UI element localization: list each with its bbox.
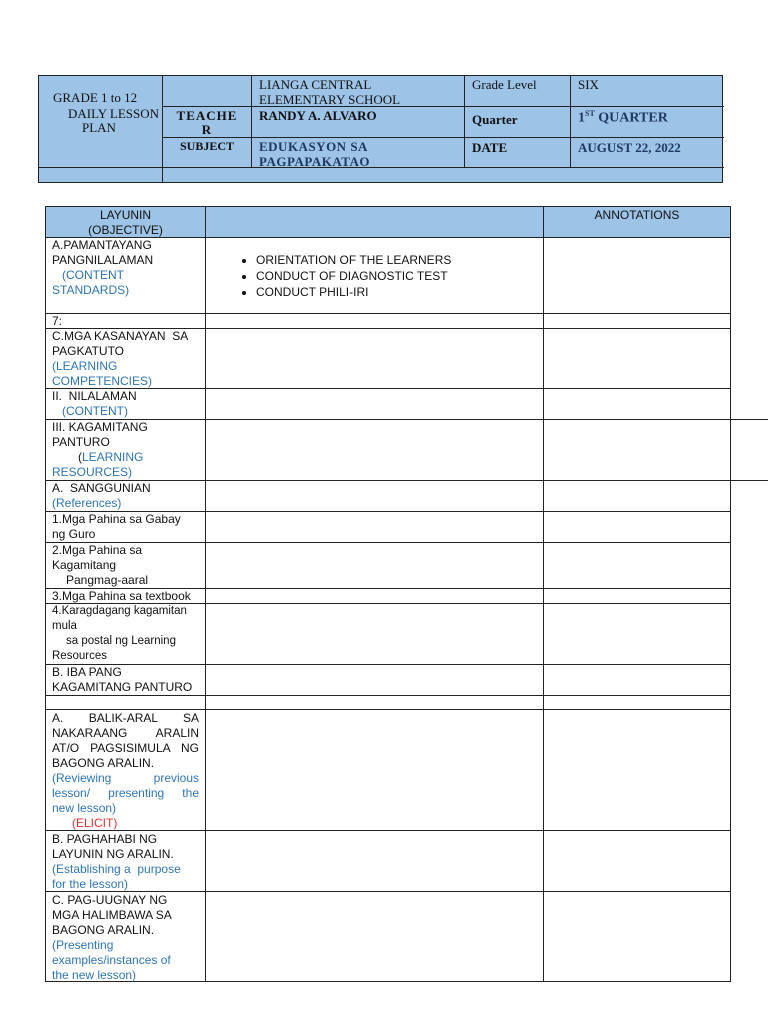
pangmag-aaral-line1: 2.Mga Pahina sa: [52, 543, 143, 557]
kagamitang-content: [206, 420, 544, 480]
competencies-blue2: COMPETENCIES): [52, 374, 153, 388]
date-label-cell: [465, 138, 571, 168]
grade-level-label-text: Grade Level: [472, 77, 537, 92]
subject-line1: EDUKASYON SA: [259, 139, 368, 154]
kagamitang-blue2: RESOURCES): [52, 465, 133, 479]
pangmag-aaral-annotation: [544, 543, 730, 588]
gabay-content: [206, 512, 544, 542]
table-row-sanggunian: [46, 481, 730, 512]
karagdagang-line3: sa postal ng Learning: [66, 635, 176, 647]
table-row-balik-aral: [46, 710, 730, 831]
school-name-cell: [252, 76, 465, 107]
header-block: [38, 75, 723, 183]
balik-aral-elicit: (ELICIT): [72, 816, 118, 830]
dlp-title-line1: GRADE 1 to 12: [53, 90, 138, 105]
teacher-label-line2: R: [201, 122, 213, 137]
karagdagang-annotation: [544, 604, 730, 664]
pangmag-aaral-content: [206, 543, 544, 588]
nilalaman-label: [46, 389, 206, 419]
row-7-text: 7:: [52, 314, 63, 328]
table-row-textbook: [46, 589, 730, 604]
karagdagang-line1: 4.Karagdagang kagamitan: [52, 605, 187, 617]
pag-uugnay-line3: BAGONG ARALIN.: [52, 923, 155, 937]
pag-uugnay-line2: MGA HALIMBAWA SA: [52, 908, 172, 922]
teacher-label-cell: [163, 107, 252, 138]
textbook-text: 3.Mga Pahina sa textbook: [52, 589, 191, 603]
quarter-superscript: ST: [585, 109, 595, 118]
school-name-line1: LIANGA CENTRAL: [259, 77, 372, 92]
dlp-title-cell: [39, 76, 163, 168]
karagdagang-content: [206, 604, 544, 664]
textbook-annotation: [544, 589, 730, 603]
textbook-content: [206, 589, 544, 603]
balik-aral-label: [46, 710, 206, 830]
table-row-nilalaman: [46, 389, 730, 420]
kagamitang-blue-line1: [52, 450, 199, 465]
kagamitang-annotation: [544, 420, 730, 480]
kagamitang-label: [46, 420, 206, 480]
content-standards-annotation: [544, 238, 730, 313]
pangmag-aaral-label: [46, 543, 206, 588]
table-row-iba-pang: [46, 665, 730, 696]
sanggunian-blue1: (References): [52, 496, 122, 510]
pangmag-aaral-line2: Kagamitang: [52, 558, 117, 572]
sanggunian-label: [46, 481, 206, 511]
grade-level-value: [571, 76, 724, 107]
content-standards-content: [206, 238, 544, 313]
balik-aral-line2: NAKARAANG ARALIN: [52, 726, 199, 740]
grade-level-value-text: SIX: [578, 77, 599, 92]
paghahabi-line1: B. PAGHAHABI NG: [52, 832, 158, 846]
pag-uugnay-content: [206, 892, 544, 982]
annotations-header: [544, 207, 730, 237]
teacher-name-cell: [252, 107, 465, 138]
grade-level-label: [465, 76, 571, 107]
table-row-content-standards: [46, 238, 730, 314]
pag-uugnay-blue1: (Presenting: [52, 938, 114, 952]
paghahabi-blue2: for the lesson): [52, 877, 129, 891]
paghahabi-annotation: [544, 831, 730, 891]
stray-border-line: [731, 419, 768, 420]
sanggunian-annotation: [544, 481, 730, 511]
subject-value-cell: [252, 138, 465, 168]
table-row-competencies: [46, 329, 730, 389]
balik-aral-blue1: (Reviewing previous: [52, 771, 199, 785]
gabay-label: [46, 512, 206, 542]
pangmag-aaral-line3: Pangmag-aaral: [66, 573, 149, 587]
list-item: • CONDUCT PHILI-IRI: [256, 284, 543, 300]
competencies-annotation: [544, 329, 730, 388]
balik-aral-annotation: [544, 710, 730, 830]
school-name-line2: ELEMENTARY SCHOOL: [259, 92, 401, 107]
list-item: • ORIENTATION OF THE LEARNERS: [256, 252, 543, 268]
sanggunian-line1: A. SANGGUNIAN: [52, 481, 151, 495]
iba-pang-content: [206, 665, 544, 695]
competencies-blue1: (LEARNING: [52, 359, 118, 373]
nilalaman-content: [206, 389, 544, 419]
competencies-line1: C.MGA KASANAYAN SA: [52, 329, 189, 343]
content-standards-label: [46, 238, 206, 313]
quarter-value-cell: [571, 107, 724, 138]
balik-aral-content: [206, 710, 544, 830]
iba-pang-annotation: [544, 665, 730, 695]
nilalaman-line1: II. NILALAMAN: [52, 389, 137, 403]
gabay-line1: 1.Mga Pahina sa Gabay: [52, 512, 181, 526]
balik-aral-line3: AT/O PAGSISIMULA NG: [52, 741, 199, 755]
quarter-text: QUARTER: [594, 110, 668, 126]
balik-aral-line4: BAGONG ARALIN.: [52, 756, 155, 770]
table-row-kagamitang-panturo: [46, 420, 730, 481]
date-value-cell: [571, 138, 724, 168]
table-row-7: [46, 314, 730, 329]
quarter-label-cell: [465, 107, 571, 138]
competencies-label: [46, 329, 206, 388]
pag-uugnay-blue3: the new lesson): [52, 968, 137, 982]
kagamitang-paren: (: [78, 450, 82, 464]
header-footer-right: [163, 168, 724, 183]
date-label: DATE: [472, 140, 508, 155]
table-row-gabay-guro: [46, 512, 730, 543]
table-row-pangmag-aaral: [46, 543, 730, 589]
list-item: • CONDUCT OF DIAGNOSTIC TEST: [256, 268, 543, 284]
kagamitang-blue1: LEARNING: [82, 450, 144, 464]
activity-bullet-list: [206, 252, 543, 300]
paghahabi-blue1: (Establishing a purpose: [52, 862, 181, 876]
spacer-annotation: [544, 696, 730, 709]
iba-pang-line2: KAGAMITANG PANTURO: [52, 680, 193, 694]
competencies-content: [206, 329, 544, 388]
paghahabi-content: [206, 831, 544, 891]
iba-pang-label: [46, 665, 206, 695]
balik-aral-line1: A. BALIK-ARAL SA: [52, 711, 199, 725]
nilalaman-blue1: (CONTENT): [62, 404, 128, 418]
iba-pang-line1: B. IBA PANG: [52, 665, 122, 679]
pag-uugnay-blue2: examples/instances of: [52, 953, 171, 967]
textbook-label: [46, 589, 206, 603]
objective-header-line1: LAYUNIN: [99, 208, 152, 222]
balik-aral-blue2: lesson/ presenting the: [52, 786, 199, 800]
subject-label: SUBJECT: [180, 139, 235, 153]
table-row-spacer: [46, 696, 730, 710]
date-value: AUGUST 22, 2022: [578, 140, 681, 155]
karagdagang-label: [46, 604, 206, 664]
table-row-karagdagang: [46, 604, 730, 665]
teacher-label-line1: TEACHE: [176, 108, 238, 123]
paghahabi-line2: LAYUNIN NG ARALIN.: [52, 847, 174, 861]
header-middle-cell: [206, 207, 544, 237]
objective-header: [46, 207, 206, 237]
table-header-row: [46, 207, 730, 238]
subject-line2: PAGPAPAKATAO: [259, 154, 370, 169]
dlp-title-line2: DAILY LESSON: [68, 106, 160, 121]
content-standards-blue1: (CONTENT: [62, 268, 124, 282]
row-7-label: [46, 314, 206, 328]
karagdagang-line4: Resources: [52, 650, 107, 662]
quarter-label: Quarter: [472, 112, 518, 127]
pag-uugnay-annotation: [544, 892, 730, 982]
paghahabi-label: [46, 831, 206, 891]
content-standards-line2: PANGNILALAMAN: [52, 253, 154, 267]
sanggunian-content: [206, 481, 544, 511]
dlp-title-line3: PLAN: [82, 120, 116, 135]
subject-label-cell: [163, 138, 252, 168]
pag-uugnay-label: [46, 892, 206, 982]
row-7-content: [206, 314, 544, 328]
spacer-label: [46, 696, 206, 709]
row-7-annotation: [544, 314, 730, 328]
spacer-content: [206, 696, 544, 709]
annotations-header-text: ANNOTATIONS: [594, 208, 680, 222]
table-row-paghahabi: [46, 831, 730, 892]
pag-uugnay-line1: C. PAG-UUGNAY NG: [52, 893, 168, 907]
balik-aral-blue3: new lesson): [52, 801, 117, 815]
kagamitang-line1: III. KAGAMITANG: [52, 420, 148, 434]
competencies-line2: PAGKATUTO: [52, 344, 125, 358]
content-standards-line1: A.PAMANTAYANG: [52, 238, 152, 252]
gabay-line2: ng Guro: [52, 527, 96, 541]
nilalaman-annotation: [544, 389, 730, 419]
quarter-number: 1: [578, 110, 585, 126]
gabay-annotation: [544, 512, 730, 542]
lesson-plan-table: [45, 206, 731, 982]
karagdagang-line2: mula: [52, 620, 77, 632]
content-standards-blue2: STANDARDS): [52, 283, 130, 297]
objective-header-line2: (OBJECTIVE): [88, 223, 163, 237]
stray-border-line: [731, 480, 768, 481]
table-row-pag-uugnay: [46, 892, 730, 982]
header-empty-cell: [163, 76, 252, 107]
header-footer-left: [39, 168, 163, 183]
teacher-name: RANDY A. ALVARO: [259, 108, 377, 123]
kagamitang-line2: PANTURO: [52, 435, 110, 449]
